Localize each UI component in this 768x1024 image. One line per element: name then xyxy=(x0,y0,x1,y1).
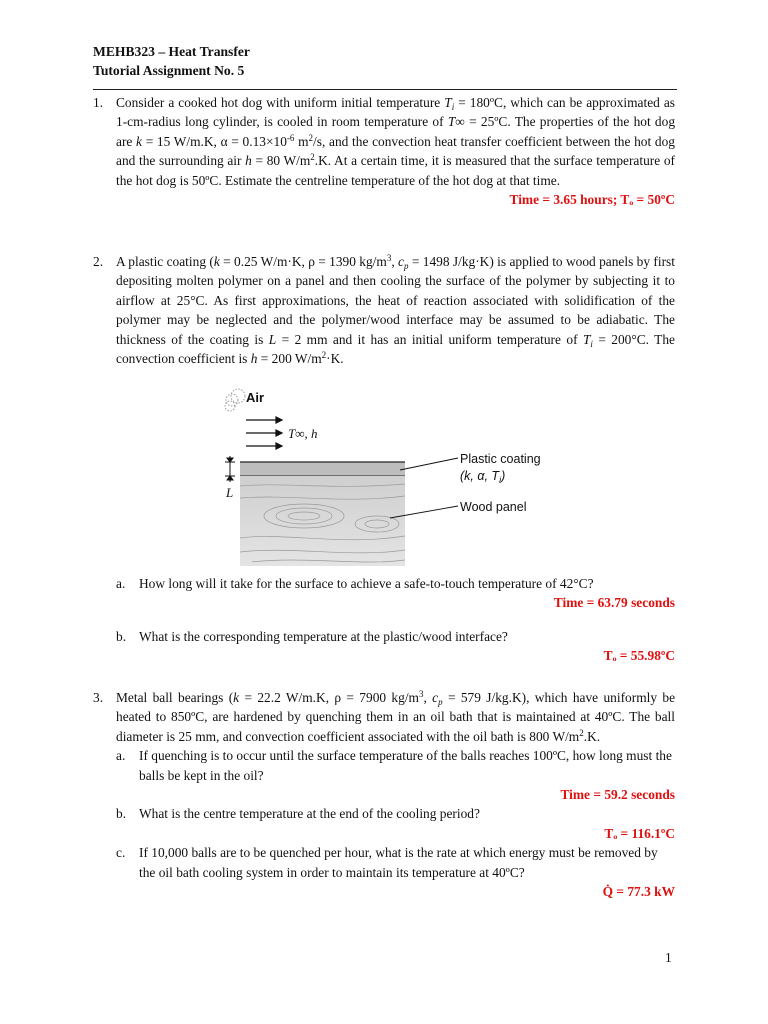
air-label: Air xyxy=(246,390,265,405)
part-label: a. xyxy=(116,576,126,591)
page-number: 1 xyxy=(665,950,672,965)
question-text: A plastic coating (k = 0.25 W/m·K, ρ = 1390 $kg/m^3$, $c_p = 1498$ J/kg·K) is applied to wood panels by first depositing molten polymer on a panel and then cooling the surface of the polymer by subjecting it to airflow at 25°C. As first approximations, the heat of reaction associated with solidification of the polymer may be neglected and the polymer/wood interface may be assumed to be adiabatic. The thickness of the coating is L = 2 mm and it has an initial uniform temperature of $T_i = 200^\circ C$. The convection coefficient is h = 200 $W/m^2\cdot K$. xyxy=(116,253,675,367)
part-text: How long will it take for the surface to achieve a safe-to-touch temperature of 42°C? xyxy=(139,576,594,591)
airflow-arrows xyxy=(246,417,282,449)
answer: Time = 63.79 seconds xyxy=(553,595,675,611)
wood-label: Wood panel xyxy=(460,500,527,514)
answer: Tₒ = 116.1ºC xyxy=(604,825,675,841)
question-1 xyxy=(93,93,675,209)
header-divider xyxy=(93,89,677,90)
L-label: L xyxy=(226,485,234,500)
question-2-parts xyxy=(93,574,675,666)
question-text: Consider a cooked hot dog with uniform initial temperature $T_i$ = 180ºC, which can be approximated as 1-cm-radius long cylinder, is cooled in room temperature of T∞ = 25ºC. The properties of the hot dog are k = 15 W/m.K, $\alpha = 0.13\times 10^{-6}$ $m^2/s$, and the convection heat transfer coefficient between the hot dog and the surrounding air h = 80 $W/m^2.K$. At a certain time, it is measured that the surface temperature of the hot dog is 50ºC. Estimate the centreline temperature of the hot dog at that time. xyxy=(116,95,676,188)
question-2b xyxy=(116,627,675,646)
part-text: What is the centre temperature at the end of the cooling period? xyxy=(139,806,480,822)
part-label: c. xyxy=(116,845,126,861)
assignment-title: Tutorial Assignment No. 5 xyxy=(93,63,245,78)
coating-figure xyxy=(222,386,562,568)
question-2 xyxy=(93,252,675,368)
question-3c xyxy=(116,843,675,882)
question-text: Metal ball bearings (k = 22.2 W/m.K, ρ = 7900 $kg/m^3$, $c_p = 579$ J/kg.K), which have uniformly be heated to 850ºC, are hardened by quenching them in an oil bath that is maintained at 40ºC. The ball diameter is 25 mm, and convection coefficient associated with the oil bath is 800 $W/m^2.K$. xyxy=(116,689,676,744)
air-cloud xyxy=(225,389,245,411)
question-number: 3. xyxy=(93,690,104,705)
part-text: What is the corresponding temperature at the plastic/wood interface? xyxy=(139,628,508,644)
question-3b xyxy=(116,804,675,823)
answer: Q̇ = 77.3 kW xyxy=(602,884,675,900)
answer: Time = 3.65 hours; Tₒ = 50ºC xyxy=(509,192,675,208)
part-text: If quenching is to occur until the surface temperature of the balls reaches 100ºC, how long must the balls be kept in the oil? xyxy=(139,748,672,783)
coating-properties: (k, α, $T_i$) xyxy=(460,469,506,485)
question-number: 2. xyxy=(93,254,104,269)
thickness-marker xyxy=(225,456,235,482)
part-label: b. xyxy=(116,806,127,822)
question-number: 1. xyxy=(93,95,104,110)
course-title: MEHB323 – Heat Transfer xyxy=(93,44,250,59)
part-text: If 10,000 balls are to be quenched per hour, what is the rate at which energy must be removed by the oil bath cooling system in order to maintain its temperature at 40ºC? xyxy=(139,845,658,880)
answer: Tₒ = 55.98ºC xyxy=(603,648,675,664)
part-label: b. xyxy=(116,628,127,644)
plastic-coating-layer xyxy=(240,462,405,476)
flow-label: T∞, h xyxy=(288,426,318,441)
question-2a xyxy=(116,574,675,593)
coating-leader xyxy=(400,458,458,470)
answer: Time = 59.2 seconds xyxy=(560,787,675,803)
part-label: a. xyxy=(116,748,126,764)
question-3 xyxy=(93,688,675,901)
coating-label: Plastic coating xyxy=(460,452,541,466)
question-3a xyxy=(116,746,675,785)
